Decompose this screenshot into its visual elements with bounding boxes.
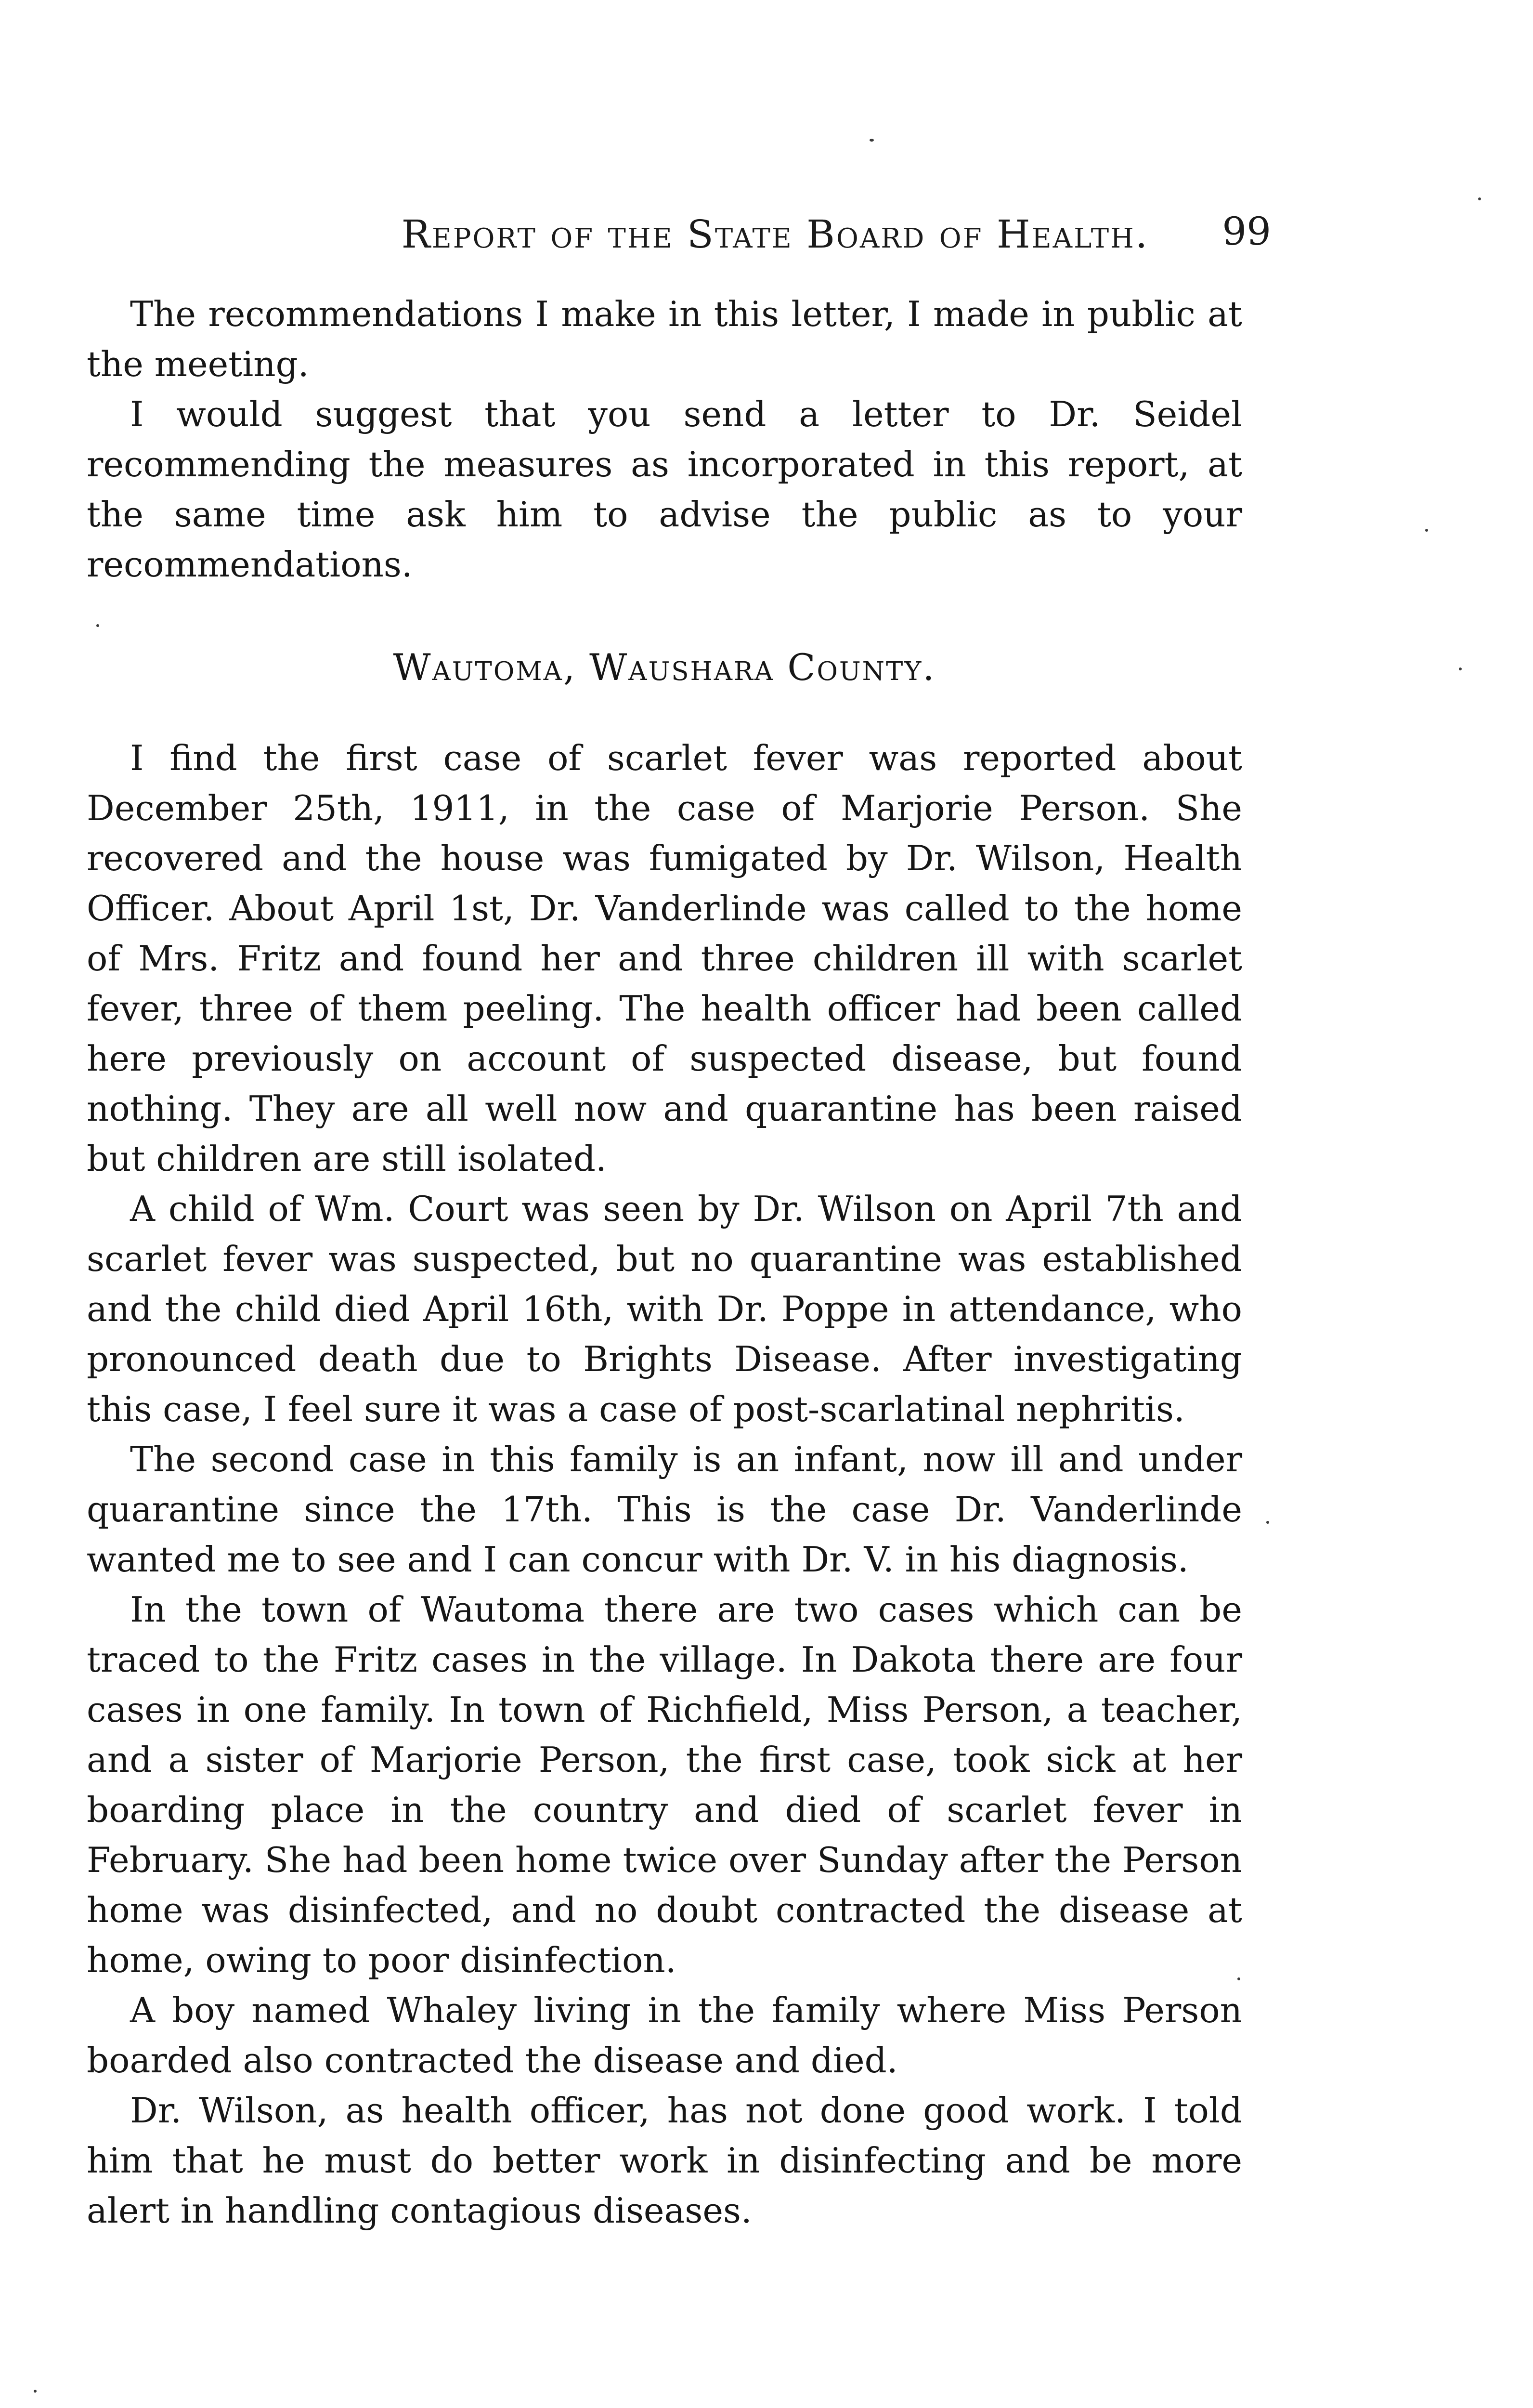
section-heading: Wautoma, Waushara County.	[393, 646, 936, 689]
scan-speck	[96, 624, 99, 627]
body-text	[87, 289, 1242, 2236]
paragraph-recommendations: The recommendations I make in this letter, I made in public at the meeting.	[87, 294, 1242, 384]
scan-speck	[1266, 1521, 1269, 1524]
running-header-title: Report of the State Board of Health.	[401, 212, 1149, 257]
paragraph-town-cases: In the town of Wautoma there are two cases which can be traced to the Fritz cases in the village. In Dakota there are four cases in one family. In town of Richfield, Miss Person, a teacher, and a sister of Marjorie Person, the first case, took sick at her boarding place in the country and died of scarlet fever in February. She had been home twice over Sunday after the Person home was disinfected, and no doubt contracted the disease at home, owing to poor disinfection.	[87, 1589, 1242, 1980]
scan-speck	[1237, 1977, 1240, 1980]
paragraph-court-child: A child of Wm. Court was seen by Dr. Wilson on April 7th and scarlet fever was suspected, but no quarantine was established and the child died April 16th, with Dr. Poppe in attendance, who pronounced death due to Brights Disease. After investigating this case, I feel sure it was a case of post-scarlatinal nephritis.	[87, 1189, 1242, 1429]
scan-speck	[34, 2390, 37, 2393]
page-number: 99	[1222, 209, 1271, 254]
paragraph-whaley-boy: A boy named Whaley living in the family where Miss Person boarded also contracted the disease and died.	[87, 1990, 1242, 2081]
scan-speck	[1478, 197, 1481, 200]
scan-speck	[1425, 529, 1428, 532]
paragraph-second-case: The second case in this family is an infant, now ill and under quarantine since the 17th. This is the case Dr. Vanderlinde wanted me to see and I can concur with Dr. V. in his diagnosis.	[87, 1439, 1242, 1580]
scan-speck	[1459, 667, 1462, 670]
paragraph-health-officer: Dr. Wilson, as health officer, has not done good work. I told him that he must do better work in disinfecting and be more alert in handling contagious diseases.	[87, 2090, 1242, 2231]
paragraph-first-case: I find the first case of scarlet fever was reported about December 25th, 1911, in the case of Marjorie Person. She recovered and the house was fumigated by Dr. Wilson, Health Officer. About April 1st, Dr. Vanderlinde was called to the home of Mrs. Fritz and found her and three children ill with scarlet fever, three of them peeling. The health officer had been called here previously on account of suspected disease, but found nothing. They are all well now and quarantine has been raised but children are still isolated.	[87, 738, 1242, 1179]
paragraph-letter-suggestion: I would suggest that you send a letter to Dr. Seidel recommending the measures as incorporated in this report, at the same time ask him to advise the public as to your recommendations.	[87, 394, 1242, 585]
scan-speck	[870, 139, 874, 142]
